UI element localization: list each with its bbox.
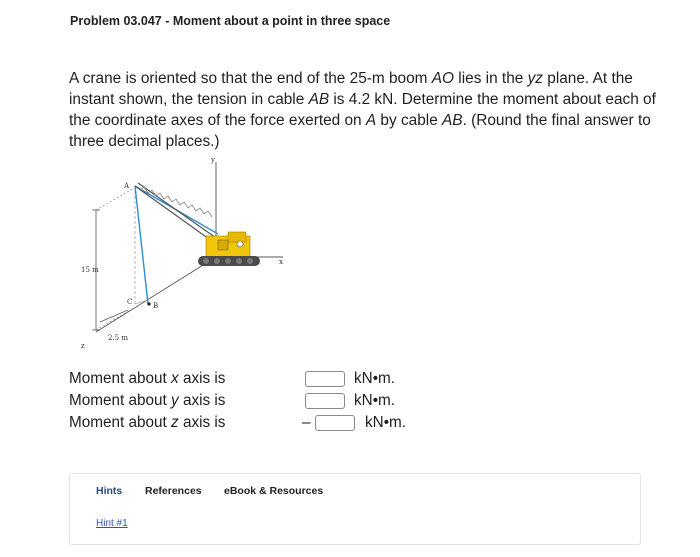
- resources-tabs: [70, 474, 640, 508]
- answer-y-unit: kN•m.: [354, 392, 396, 409]
- crane-figure: [78, 152, 298, 360]
- tab-hints[interactable]: Hints: [96, 485, 123, 497]
- tab-ebook-resources[interactable]: eBook & Resources: [224, 485, 324, 497]
- label-z: z: [81, 342, 85, 350]
- problem-statement: A crane is oriented so that the end of the 25-m boom AO lies in the yz plane. At the instant shown, the tension in cable AB is 4.2 kN. Determine the moment about each of the coordinate axes of the force exerted on A by cable AB. (Round the final answer to three decimal places.): [69, 70, 656, 150]
- answer-x-label: Moment about x axis is: [69, 370, 226, 387]
- label-x: x: [279, 258, 283, 266]
- answer-z-unit: kN•m.: [365, 414, 407, 431]
- dimension-2-5m-line: [100, 310, 128, 322]
- moment-x-input[interactable]: [305, 371, 345, 387]
- crane-tracks: [198, 256, 260, 266]
- crane-boom: [135, 183, 219, 244]
- z-axis-line: [96, 257, 216, 332]
- cable-ab: [135, 186, 148, 304]
- moment-y-input[interactable]: [305, 393, 345, 409]
- crane-body: [206, 232, 250, 258]
- answer-z-label: Moment about z axis is: [69, 414, 226, 431]
- hint-1-link[interactable]: Hint #1: [96, 518, 128, 529]
- answer-y-label: Moment about y axis is: [69, 392, 226, 409]
- label-a: A: [124, 182, 130, 190]
- answer-z-sign: –: [302, 414, 311, 431]
- label-2-5m: 2.5 m: [108, 334, 128, 342]
- label-c: C: [127, 298, 133, 306]
- label-y: y: [211, 156, 215, 164]
- resources-panel: [69, 473, 641, 545]
- moment-z-input[interactable]: [315, 415, 355, 431]
- answer-x-unit: kN•m.: [354, 370, 396, 387]
- point-b-marker: [147, 302, 150, 305]
- tab-references[interactable]: References: [145, 485, 202, 497]
- problem-title: Problem 03.047 - Moment about a point in three space: [70, 14, 391, 28]
- label-15m: 15 m: [81, 266, 99, 274]
- label-b: B: [153, 302, 159, 310]
